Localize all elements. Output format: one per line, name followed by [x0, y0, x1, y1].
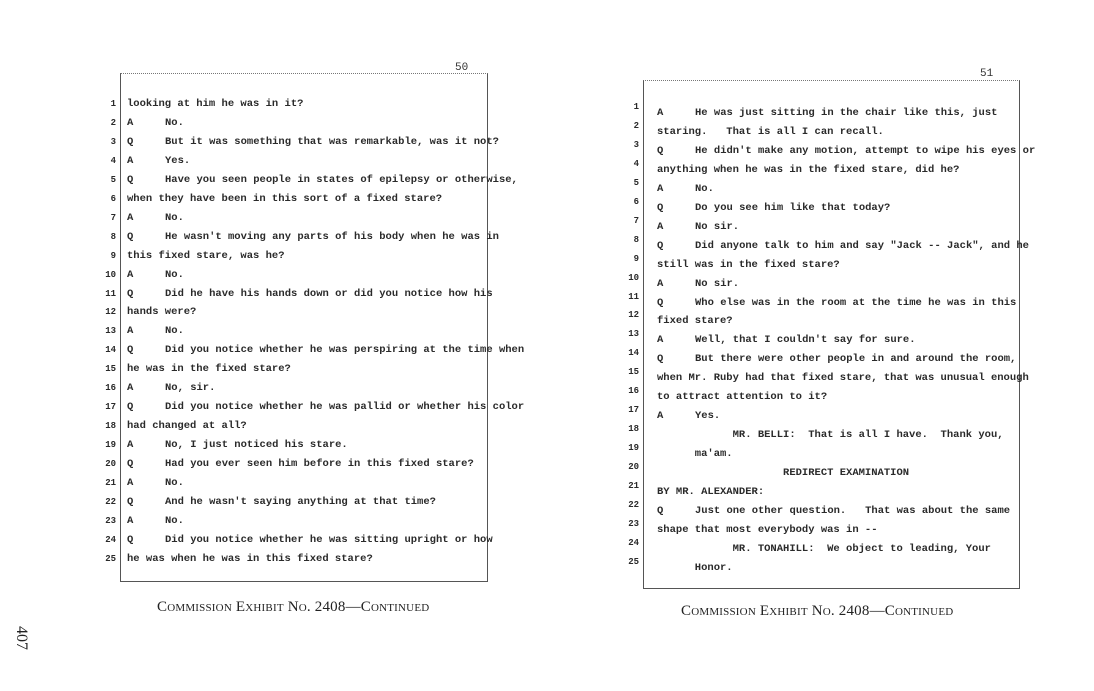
line-number: 19	[628, 443, 639, 454]
line-number: 6	[110, 193, 116, 204]
transcript-text: Just one other question. That was about the same	[695, 504, 1011, 517]
speaker-label: A	[127, 116, 134, 129]
speaker-label: A	[657, 107, 664, 119]
transcript-text: Had you ever seen him before in this fixed stare?	[165, 458, 474, 471]
line-number: 2	[633, 120, 639, 131]
transcript-text: No.	[165, 477, 184, 489]
transcript-text: Do you see him like that today?	[695, 201, 891, 214]
speaker-label: Q	[127, 458, 134, 471]
transcript-text: staring. That is all I can recall.	[657, 125, 884, 138]
transcript-text: hands were?	[127, 306, 197, 319]
speaker-label: Q	[127, 173, 134, 186]
speaker-label: A	[127, 211, 134, 224]
speaker-label: Q	[127, 533, 134, 546]
line-number: 9	[110, 250, 116, 261]
right-page-number: 51	[980, 68, 994, 80]
speaker-label: A	[657, 334, 664, 347]
speaker-label: Q	[657, 296, 664, 309]
speaker-label: A	[127, 477, 134, 489]
transcript-text: No.	[165, 514, 184, 527]
line-number: 21	[628, 481, 639, 491]
line-number: 8	[633, 234, 639, 245]
line-number: 4	[633, 158, 639, 169]
transcript-text: Did you notice whether he was sitting upright or how	[165, 533, 493, 546]
transcript-text: Well, that I couldn't say for sure.	[695, 334, 916, 347]
transcript-text: No, sir.	[165, 382, 216, 395]
line-number: 7	[110, 212, 116, 223]
transcript-text: No, I just noticed his stare.	[165, 439, 348, 452]
transcript-text: looking at him he was in it?	[127, 98, 304, 110]
transcript-text: No.	[695, 182, 714, 195]
transcript-text: still was in the fixed stare?	[657, 258, 840, 271]
speaker-label: Q	[657, 504, 664, 517]
line-number: 7	[633, 215, 639, 226]
transcript-text: No.	[165, 268, 184, 281]
speaker-label: A	[127, 154, 134, 167]
line-number: 6	[633, 196, 639, 207]
line-number: 11	[105, 288, 116, 299]
transcript-text: MR. TONAHILL: We object to leading, Your	[657, 542, 991, 555]
line-number: 18	[628, 424, 639, 435]
transcript-text: Yes.	[695, 410, 721, 423]
line-number: 14	[628, 348, 639, 359]
transcript-text: Yes.	[165, 154, 191, 167]
volume-page-number: 407	[13, 626, 30, 650]
line-number: 24	[628, 537, 639, 548]
line-number: 17	[105, 402, 116, 413]
line-number: 21	[105, 478, 116, 488]
transcript-text: Who else was in the room at the time he was in this	[695, 296, 1017, 309]
transcript-text: MR. BELLI: That is all I have. Thank you,	[657, 429, 1004, 442]
left-caption: Commission Exhibit No. 2408—Continued	[157, 599, 430, 615]
line-number: 8	[110, 231, 116, 242]
speaker-label: A	[657, 277, 664, 290]
transcript-text: anything when he was in the fixed stare, did he?	[657, 163, 960, 176]
line-number: 23	[105, 515, 116, 526]
transcript-text: Honor.	[657, 561, 733, 574]
line-number: 11	[628, 291, 639, 302]
line-number: 13	[628, 329, 639, 340]
line-number: 16	[628, 386, 639, 397]
line-number: 2	[110, 117, 116, 128]
transcript-text: REDIRECT EXAMINATION	[657, 467, 910, 480]
line-number: 25	[105, 553, 116, 564]
speaker-label: Q	[127, 495, 134, 508]
transcript-text: when they have been in this sort of a fixed stare?	[127, 192, 443, 205]
transcript-text: when Mr. Ruby had that fixed stare, that was unusual enough	[657, 372, 1029, 385]
speaker-label: A	[127, 439, 134, 452]
transcript-text: he was when he was in this fixed stare?	[127, 552, 373, 565]
line-number: 3	[633, 139, 639, 150]
line-number: 9	[633, 253, 639, 264]
speaker-label: A	[127, 325, 134, 338]
speaker-label: Q	[657, 353, 664, 366]
transcript-text: No.	[165, 116, 184, 129]
line-number: 15	[105, 364, 116, 375]
transcript-text: No sir.	[695, 220, 740, 233]
speaker-label: A	[127, 514, 134, 527]
transcript-text: had changed at all?	[127, 420, 247, 433]
speaker-label: A	[657, 410, 664, 423]
line-number: 13	[105, 326, 116, 337]
transcript-text: He didn't make any motion, attempt to wipe his eyes or	[695, 144, 1036, 157]
transcript-text: He was just sitting in the chair like this, just	[695, 107, 998, 119]
line-number: 15	[628, 367, 639, 378]
speaker-label: Q	[127, 344, 134, 357]
transcript-text: No.	[165, 325, 184, 338]
speaker-label: Q	[127, 287, 134, 300]
transcript-text: Did he have his hands down or did you notice how his	[165, 287, 493, 300]
speaker-label: Q	[657, 144, 664, 157]
transcript-text: Have you seen people in states of epilepsy or otherwise,	[165, 173, 518, 186]
transcript-text: But there were other people in and around the room,	[695, 353, 1017, 366]
speaker-label: A	[127, 382, 134, 395]
transcript-text: this fixed stare, was he?	[127, 249, 285, 262]
line-number: 5	[633, 177, 639, 188]
line-number: 23	[628, 518, 639, 529]
transcript-text: No sir.	[695, 277, 740, 290]
speaker-label: Q	[127, 135, 134, 148]
line-number: 14	[105, 345, 116, 356]
line-number: 22	[628, 499, 639, 510]
right-caption: Commission Exhibit No. 2408—Continued	[681, 603, 954, 619]
line-number: 10	[628, 272, 639, 283]
transcript-text: fixed stare?	[657, 315, 733, 328]
transcript-text: shape that most everybody was in --	[657, 523, 878, 536]
speaker-label: Q	[127, 230, 134, 243]
line-number: 17	[628, 405, 639, 416]
line-number: 19	[105, 440, 116, 451]
speaker-label: A	[127, 268, 134, 281]
line-number: 20	[105, 459, 116, 470]
line-number: 3	[110, 136, 116, 147]
line-number: 4	[110, 155, 116, 166]
speaker-label: Q	[657, 201, 664, 214]
line-number: 12	[105, 307, 116, 318]
speaker-label: Q	[657, 239, 664, 252]
transcript-text: And he wasn't saying anything at that time?	[165, 495, 436, 508]
line-number: 10	[105, 269, 116, 280]
transcript-text: to attract attention to it?	[657, 391, 828, 404]
speaker-label: A	[657, 220, 664, 233]
transcript-text: he was in the fixed stare?	[127, 363, 291, 376]
transcript-text: He wasn't moving any parts of his body when he was in	[165, 230, 499, 243]
transcript-text: No.	[165, 211, 184, 224]
speaker-label: A	[657, 182, 664, 195]
transcript-text: BY MR. ALEXANDER:	[657, 486, 765, 498]
speaker-label: Q	[127, 401, 134, 414]
line-number: 1	[633, 102, 639, 112]
line-number: 25	[628, 556, 639, 567]
line-number: 24	[105, 534, 116, 545]
line-number: 1	[110, 99, 116, 109]
transcript-text: But it was something that was remarkable, was it not?	[165, 135, 499, 148]
transcript-text: Did you notice whether he was perspiring at the time when	[165, 344, 525, 357]
line-number: 22	[105, 496, 116, 507]
line-number: 12	[628, 310, 639, 321]
line-number: 5	[110, 174, 116, 185]
left-page-number: 50	[455, 62, 469, 74]
line-number: 18	[105, 421, 116, 432]
transcript-text: ma'am.	[657, 448, 733, 461]
line-number: 20	[628, 462, 639, 473]
transcript-text: Did you notice whether he was pallid or whether his color	[165, 401, 525, 414]
transcript-text: Did anyone talk to him and say "Jack -- Jack", and he	[695, 239, 1029, 252]
line-number: 16	[105, 383, 116, 394]
